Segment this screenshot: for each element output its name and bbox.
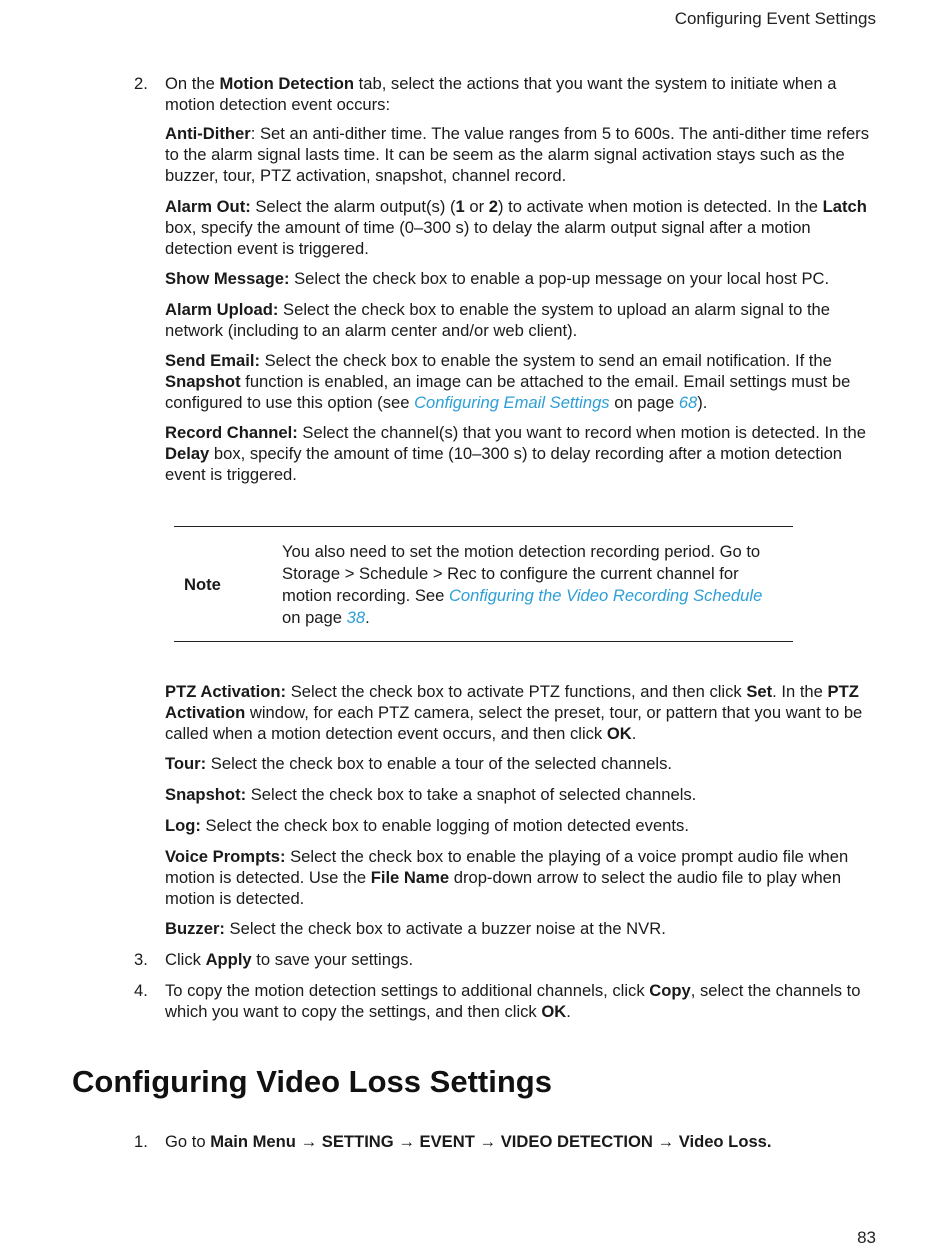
note-box (174, 526, 793, 642)
record-channel-paragraph: Record Channel: Select the channel(s) that you want to record when motion is detected. In the Delay box, specify the amount of time (10–300 s) to delay recording after a motion detection event is triggered. (165, 423, 866, 484)
step-4-text: To copy the motion detection settings to additional channels, click Copy, select the channels to which you want to copy the settings, and then click OK. (165, 981, 861, 1021)
ptz-activation-paragraph: PTZ Activation: Select the check box to activate PTZ functions, and then click Set. In the PTZ Activation window, for each PTZ camera, select the preset, tour, or pattern that you want to be called when a motion detection event occurs, and then click OK. (165, 682, 863, 743)
running-header: Configuring Event Settings (674, 9, 876, 28)
tour-paragraph: Tour: Select the check box to enable a tour of the selected channels. (165, 754, 673, 773)
voice-prompts-paragraph: Voice Prompts: Select the check box to enable the playing of a voice prompt audio file when motion is detected. Use the File Name drop-down arrow to select the audio file to play when motion is detected. (165, 847, 849, 908)
arrow-right-icon: → (300, 1132, 318, 1151)
video-loss-step-1-text: Go to Main Menu → SETTING → EVENT → VIDEO DETECTION → Video Loss. (165, 1132, 772, 1151)
buzzer-paragraph: Buzzer: Select the check box to activate a buzzer noise at the NVR. (165, 919, 666, 938)
show-message-paragraph: Show Message: Select the check box to enable a pop-up message on your local host PC. (165, 269, 830, 288)
step-number: 4. (134, 981, 148, 1000)
alarm-upload-paragraph: Alarm Upload: Select the check box to enable the system to upload an alarm signal to the network (including to an alarm center and/or web client). (165, 300, 831, 340)
snapshot-paragraph: Snapshot: Select the check box to take a snaphot of selected channels. (165, 785, 697, 804)
section-heading: Configuring Video Loss Settings (72, 1064, 552, 1099)
step-2-text: On the Motion Detection tab, select the actions that you want the system to initiate when a motion detection event occurs: (165, 74, 837, 114)
page-38-link[interactable]: 38 (346, 608, 366, 627)
arrow-right-icon: → (479, 1132, 497, 1151)
video-recording-schedule-link[interactable]: Configuring the Video Recording Schedule (448, 586, 763, 605)
email-settings-link[interactable]: Configuring Email Settings (414, 392, 610, 412)
note-text: You also need to set the motion detection recording period. Go to Storage > Schedule > Rec to configure the current channel for motion recording. See Configuring the Video Recording Schedule on page 38. (282, 542, 763, 627)
step-number: 1. (134, 1132, 148, 1151)
arrow-right-icon: → (657, 1132, 675, 1151)
send-email-paragraph: Send Email: Select the check box to enable the system to send an email notification. If the Snapshot function is enabled, an image can be attached to the email. Email settings must be configured to use this option (see Configuring Email Settings on page 68). (165, 351, 851, 412)
anti-dither-paragraph: Anti-Dither: Set an anti-dither time. The value ranges from 5 to 600s. The anti-dither time refers to the alarm signal lasts time. It can be seem as the alarm signal activation stays such as the buzzer, tour, PTZ activation, snapshot, channel record. (165, 124, 870, 185)
log-paragraph: Log: Select the check box to enable logging of motion detected events. (165, 816, 689, 835)
alarm-out-paragraph: Alarm Out: Select the alarm output(s) (1 or 2) to activate when motion is detected. In the Latch box, specify the amount of time (0–300 s) to delay the alarm output signal after a motion detection event is triggered. (165, 197, 867, 258)
step-number: 3. (134, 950, 148, 969)
arrow-right-icon: → (398, 1132, 415, 1151)
page-68-link[interactable]: 68 (678, 392, 698, 412)
note-label: Note (184, 575, 221, 594)
step-3-text: Click Apply to save your settings. (165, 950, 414, 969)
page-number: 83 (857, 1228, 876, 1247)
step-number: 2. (134, 74, 148, 93)
